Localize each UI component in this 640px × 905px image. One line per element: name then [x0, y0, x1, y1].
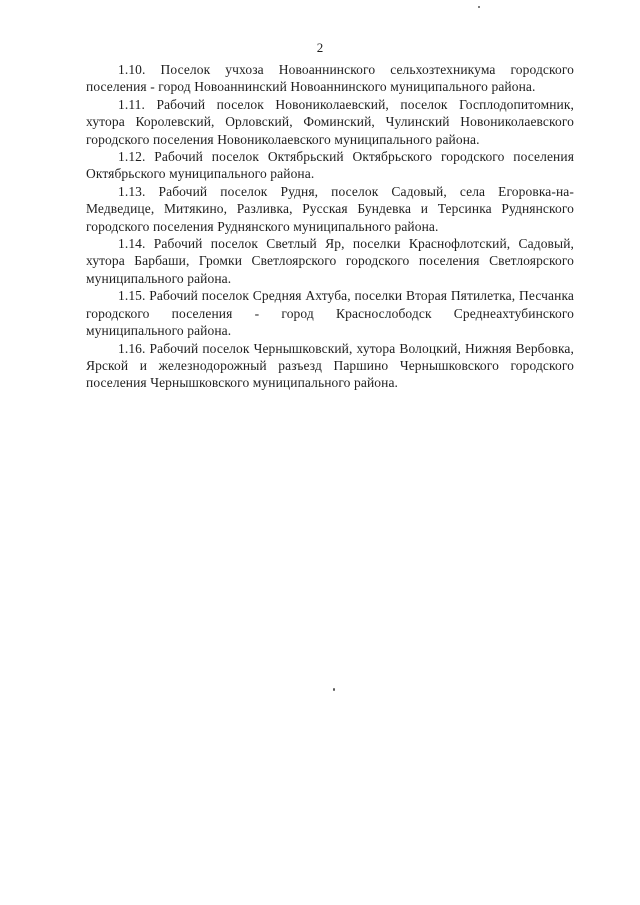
paragraph-1-16: 1.16. Рабочий поселок Чернышковский, хутора Волоцкий, Нижняя Вербовка, Ярской и железнодорожный разъезд Паршино Чернышковского городского поселения Чернышковского муниципального района.	[86, 340, 574, 391]
paragraph-1-11: 1.11. Рабочий поселок Новониколаевский, поселок Госплодопитомник, хутора Королевский, Орловский, Фоминский, Чулинский Новониколаевского городского поселения Новониколаевского муниципального района.	[86, 96, 574, 147]
paragraph-1-13: 1.13. Рабочий поселок Рудня, поселок Садовый, села Егоровка-на-Медведице, Митякино, Разливка, Русская Бундевка и Терсинка Руднянского городского поселения Руднянского муниципального района.	[86, 183, 574, 234]
page-number: 2	[316, 40, 324, 55]
document-body	[86, 61, 574, 392]
scan-speck	[478, 6, 480, 8]
paragraph-1-15: 1.15. Рабочий поселок Средняя Ахтуба, поселки Вторая Пятилетка, Песчанка городского поселения - город Краснослободск Среднеахтубинского муниципального района.	[86, 288, 574, 339]
paragraph-1-14: 1.14. Рабочий поселок Светлый Яр, поселки Краснофлотский, Садовый, хутора Барбаши, Громки Светлоярского городского поселения Светлоярского муниципального района.	[86, 236, 574, 286]
scan-speck	[333, 688, 335, 691]
paragraph-1-12: 1.12. Рабочий поселок Октябрьский Октябрьского городского поселения Октябрьского муниципального района.	[86, 149, 574, 182]
paragraph-1-10: 1.10. Поселок учхоза Новоаннинского сельхозтехникума городского поселения - город Новоаннинский Новоаннинского муниципального района.	[86, 62, 574, 95]
